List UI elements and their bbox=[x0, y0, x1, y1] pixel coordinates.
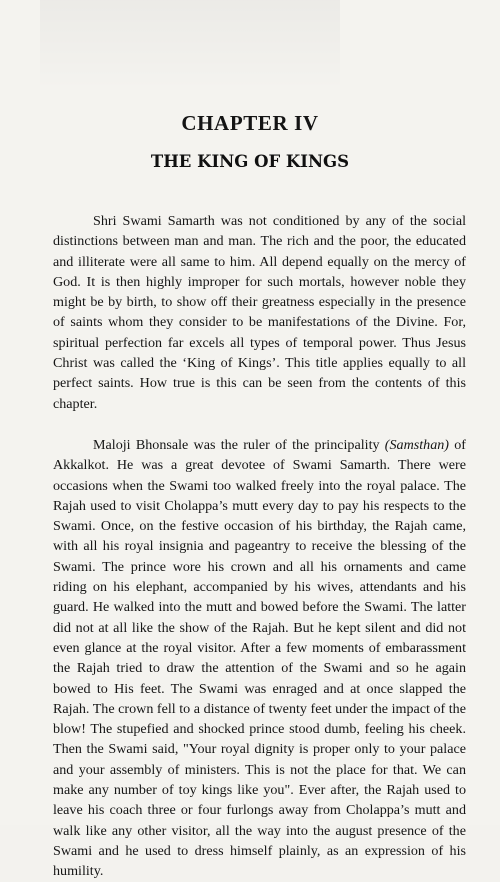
paragraph-1: Shri Swami Samarth was not conditioned by any of the social distinctions between man and man. The rich and the poor, the educated and illiterate were all same to him. All depend equally on the mercy of God. It is then highly improper for such mortals, however noble they might be by birth, to show off their greatness especially in the presence of saints whom they consider to be manifestations of the Divine. For, spiritual perfection far excels all types of temporal power. Thus Jesus Christ was called the ‘King of Kings’. This title applies equally to all perfect saints. How true is this can be seen from the contents of this chapter. bbox=[53, 213, 466, 412]
samsthan-term: (Samsthan) bbox=[384, 437, 449, 453]
chapter-title: THE KING OF KINGS bbox=[150, 152, 350, 171]
paragraph-2 bbox=[53, 435, 466, 882]
chapter-number: CHAPTER IV bbox=[181, 111, 319, 135]
paragraph-2-text-rest: of Akkalkot. He was a great devotee of Swami Samarth. There were occasions when the Swami too walked freely into the royal palace. The Rajah used to visit Cholappa’s mutt every day to pay his respects to the Swami. Once, on the festive occasion of his birthday, the Rajah came, with all his royal insignia and pageantry to receive the blessing of the Swami. The prince wore his crown and all his ornaments and came riding on his elephant, accompanied by his wives, attendants and his guard. He walked into the mutt and bowed before the Swami. The latter did not at all like the show of the Rajah. But he kept silent and did not even glance at the royal visitor. After a few moments of embarassment the Rajah tried to draw the attention of the Swami and so he again bowed to His feet. The Swami was enraged and at once slapped the Rajah. The crown fell to a distance of twenty feet under the impact of the blow! The stupefied and shocked prince stood dumb, feeling his cheek. Then the Swami said, "Your royal dignity is proper only to your palace and your assembly of ministers. This is not the place for that. We can make any number of toy kings like you". Ever after, the Rajah used to leave his coach three or four furlongs away from Cholappa’s mutt and walk like any other visitor, all the way into the august presence of the Swami and he used to dress himself plainly, as an expression of his humility. bbox=[53, 437, 467, 880]
paragraph-2-text-start: Maloji Bhonsale was the ruler of the principality bbox=[93, 437, 385, 453]
